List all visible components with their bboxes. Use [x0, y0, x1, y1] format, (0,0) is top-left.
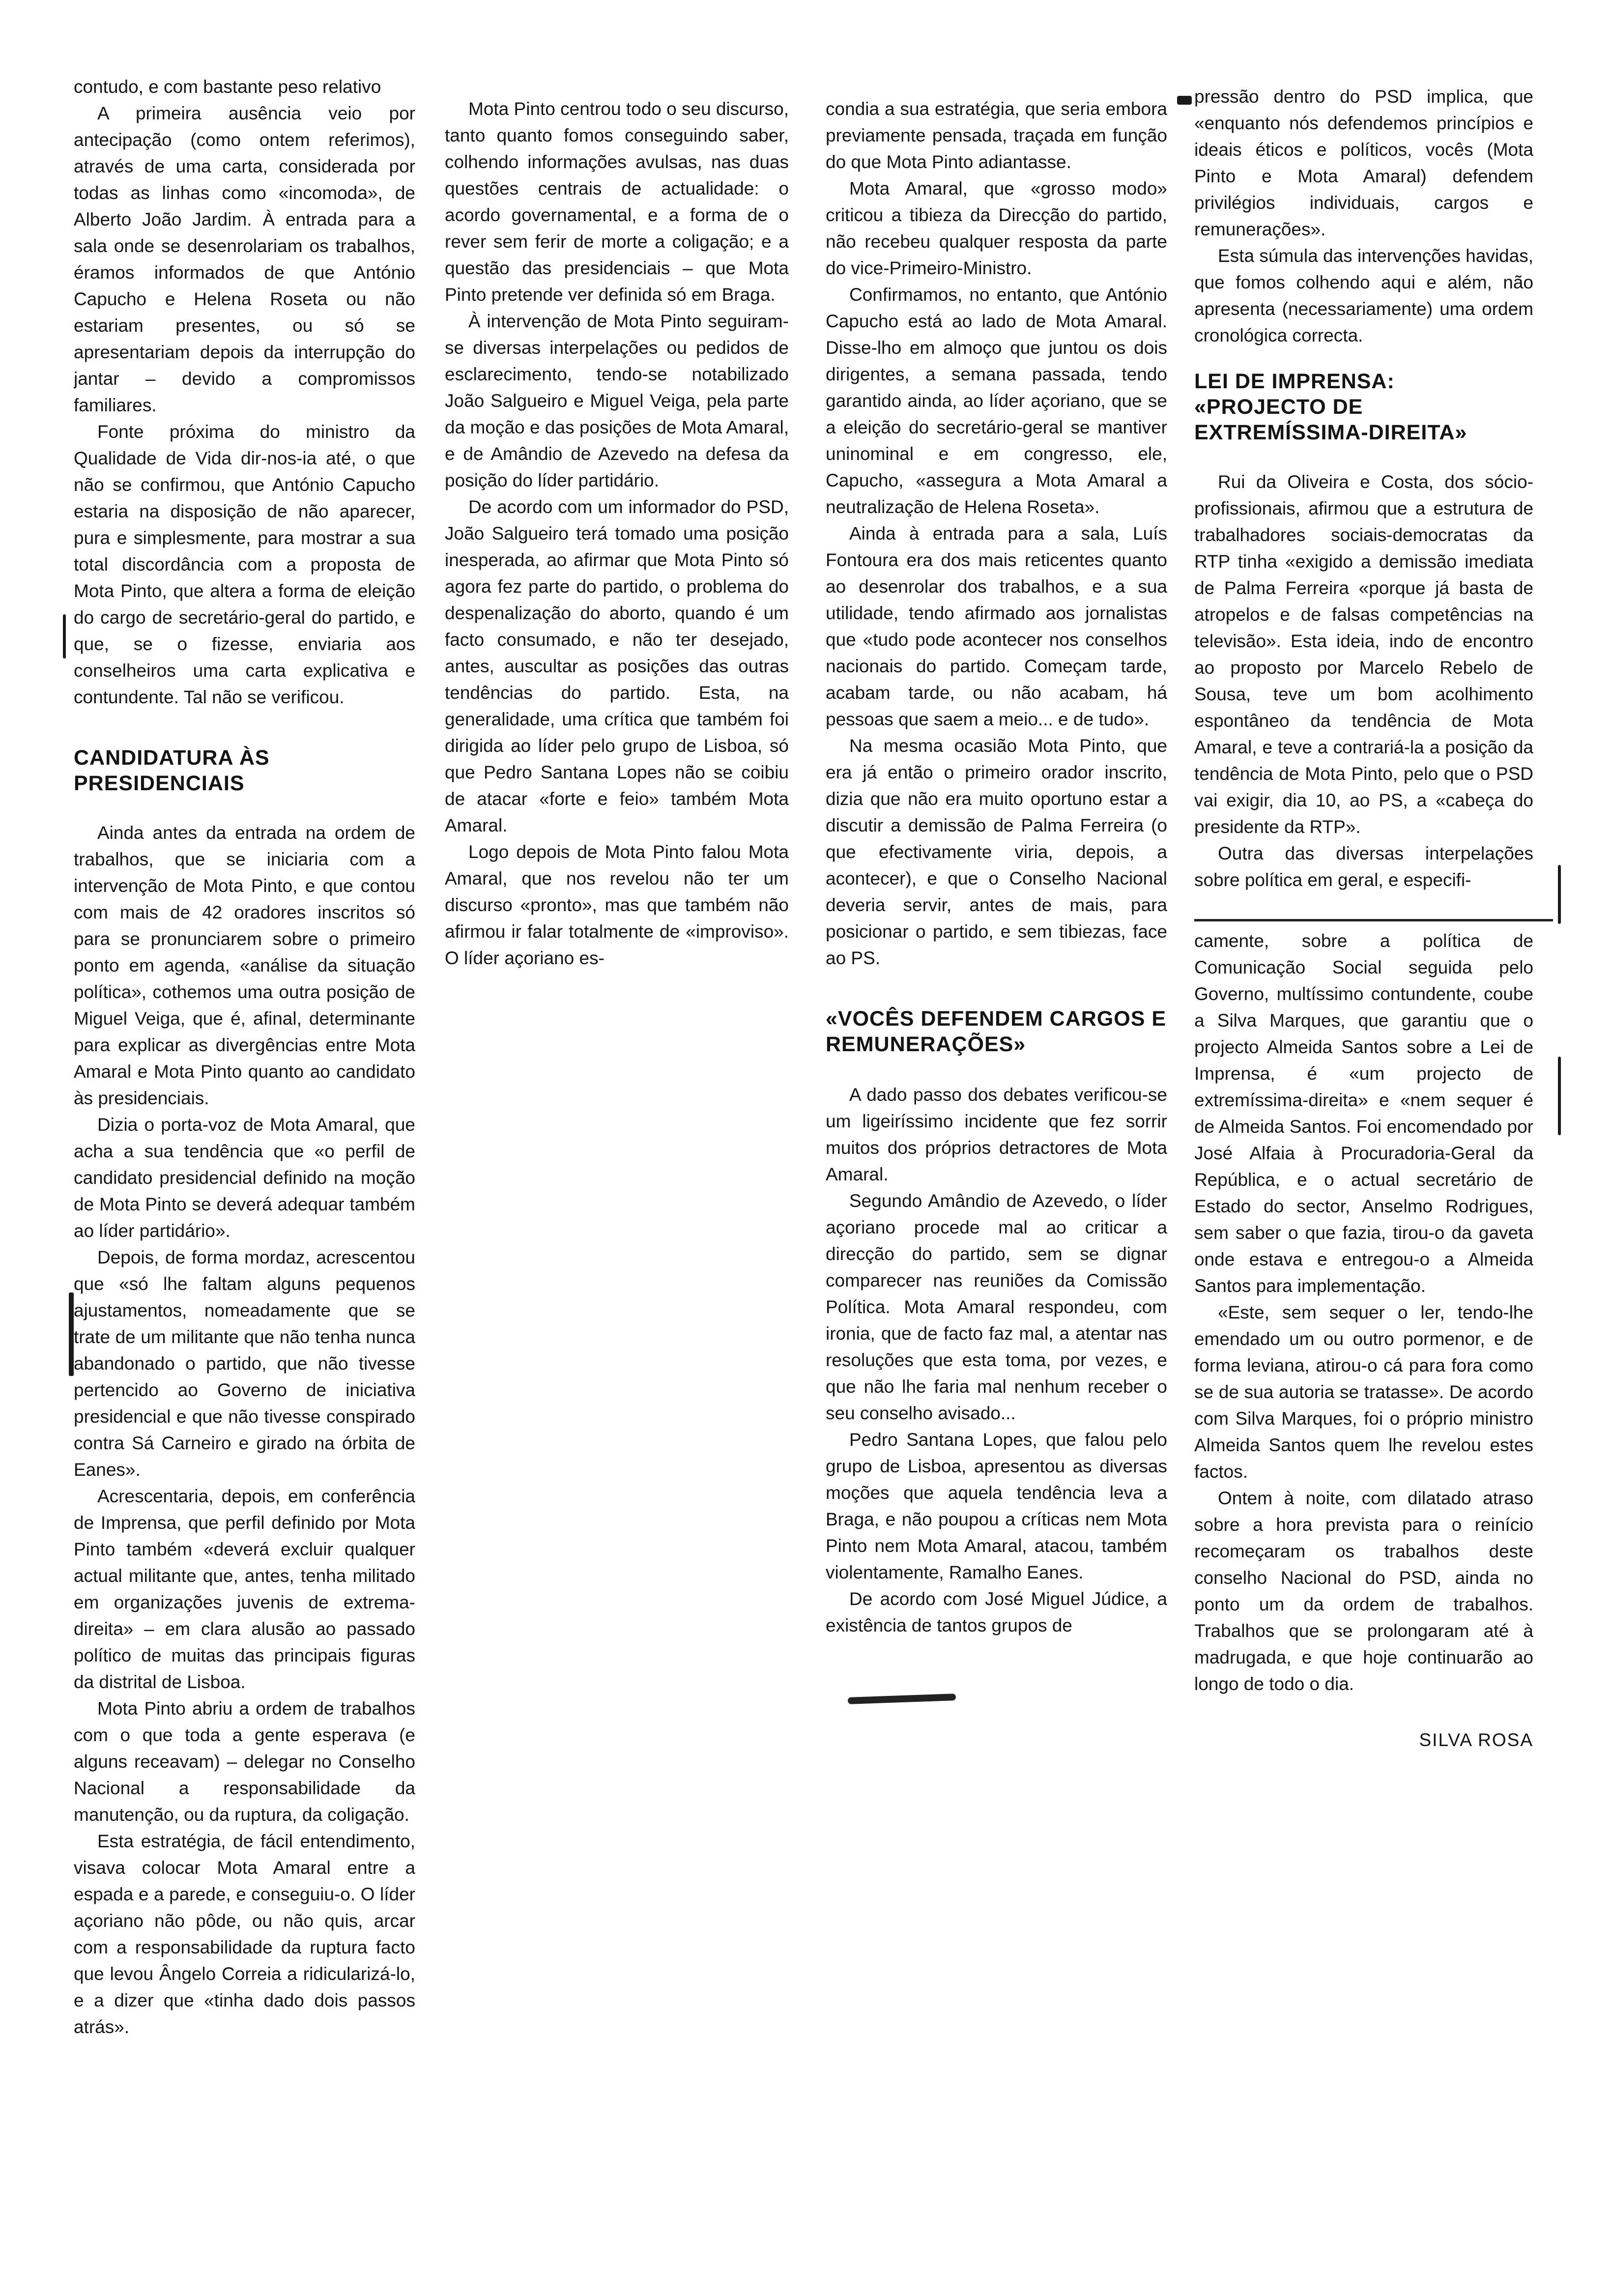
- paragraph: Mota Amaral, que «grosso modo» criticou a tibieza da Direcção do partido, não recebeu qualquer resposta da parte do vice-Primeiro-Ministro.: [826, 178, 1167, 278]
- section-heading: LEI DE IMPRENSA: «PROJECTO DE EXTREMÍSSIMA-DIREITA»: [1194, 370, 1468, 444]
- paragraph: De acordo com um informador do PSD, João Salgueiro terá tomado uma posição inesperada, ao afirmar que Mota Pinto só agora fez parte do partido, o problema do despenalização do aborto, quando é um facto consumado, e não ter desejado, antes, auscultar as posições das outras tendências do partido. Esta, na generalidade, uma crítica que também foi dirigida ao líder pelo grupo de Lisboa, só que Pedro Santana Lopes não se coibiu de atacar «forte e feio» também Mota Amaral.: [445, 497, 789, 835]
- scan-smudge-decoration: [1177, 96, 1192, 105]
- paragraph: Esta estratégia, de fácil entendimento, visava colocar Mota Amaral entre a espada e a parede, e conseguiu-o. O líder açoriano não pôde, ou não quis, arcar com a responsabilidade da ruptura facto que levou Ângelo Correia a ridicularizá-lo, e a dizer que «tinha dado dois passos atrás».: [74, 1831, 415, 2037]
- paragraph: Ainda à entrada para a sala, Luís Fontoura era dos mais reticentes quanto ao desenrolar dos trabalhos, e a sua utilidade, tendo afirmado aos jornalistas que «tudo pode acontecer nos conselhos nacionais do partido. Começam tarde, acabam tarde, ou não acabam, há pessoas que saem a meio... e de tudo».: [826, 523, 1167, 729]
- paragraph: A dado passo dos debates verificou-se um ligeiríssimo incidente que fez sorrir muitos dos próprios detractores de Mota Amaral.: [826, 1085, 1167, 1184]
- paragraph: Acrescentaria, depois, em conferência de Imprensa, que perfil definido por Mota Pinto também «deverá excluir qualquer actual militante que, antes, tenha militado em organizações juvenis de extrema-direita» – em clara alusão ao passado político de muitas das principais figuras da distrital de Lisboa.: [74, 1486, 415, 1692]
- paragraph: Ainda antes da entrada na ordem de trabalhos, que se iniciaria com a intervenção de Mota Pinto, e que contou com mais de 42 oradores inscritos só para se pronunciarem sobre o primeiro ponto em agenda, «análise da situação política», cothemos uma outra posição de Miguel Veiga, que é, afinal, determinante para explicar as divergências entre Mota Amaral e Mota Pinto quanto ao candidato às presidenciais.: [74, 823, 415, 1108]
- scan-stroke-decoration: [848, 1693, 956, 1704]
- scan-smudge-decoration: [1558, 1057, 1561, 1135]
- paragraph: À intervenção de Mota Pinto seguiram-se diversas interpelações ou pedidos de esclarecimento, tendo-se notabilizado João Salgueiro e Miguel Veiga, pela parte da moção e das posições de Mota Amaral, e de Amândio de Azevedo na defesa da posição do líder partidário.: [445, 311, 789, 490]
- paragraph: Dizia o porta-voz de Mota Amaral, que acha a sua tendência que «o perfil de candidato presidencial definido na moção de Mota Pinto se deverá adequar também ao líder partidário».: [74, 1115, 415, 1241]
- column-4: [1194, 84, 1533, 1779]
- section-heading: CANDIDATURA ÀS PRESIDENCIAIS: [74, 746, 270, 795]
- section-heading: «VOCÊS DEFENDEM CARGOS E REMUNERAÇÕES»: [826, 1007, 1166, 1056]
- paragraph: condia a sua estratégia, que seria embora previamente pensada, traçada em função do que Mota Pinto adiantasse.: [826, 99, 1167, 172]
- paragraph: camente, sobre a política de Comunicação Social seguida pelo Governo, multíssimo contundente, coube a Silva Marques, que garantiu que o projecto Almeida Santos sobre a Lei de Imprensa, é «um projecto de extremíssima-direita» e «nem sequer é de Almeida Santos. Foi encomendado por José Alfaia à Procuradoria-Geral da República, e o actual secretário de Estado do sector, Anselmo Rodrigues, sem saber o que fazia, tirou-o da gaveta onde estava e entregou-o a Almeida Santos para implementação.: [1194, 931, 1533, 1296]
- column-divider-rule: [1194, 919, 1553, 921]
- column-2: [445, 96, 789, 1000]
- paragraph: Ontem à noite, com dilatado atraso sobre a hora prevista para o reinício recomeçaram os trabalhos deste conselho Nacional do PSD, ainda no ponto um da ordem de trabalhos. Trabalhos que se prolongaram até à madrugada, e que hoje continuarão ao longo de todo o dia.: [1194, 1488, 1533, 1694]
- paragraph: Outra das diversas interpelações sobre política em geral, e especifi-: [1194, 843, 1533, 890]
- paragraph: Depois, de forma mordaz, acrescentou que «só lhe faltam alguns pequenos ajustamentos, nomeadamente que se trate de um militante que não tenha nunca abandonado o partido, que não tivesse pertencido ao Governo de iniciativa presidencial e que não tivesse conspirado contra Sá Carneiro e girado na órbita de Eanes».: [74, 1247, 415, 1480]
- column-1: [74, 74, 415, 2128]
- paragraph: Mota Pinto centrou todo o seu discurso, tanto quanto fomos conseguindo saber, colhendo informações avulsas, nas duas questões centrais de actualidade: o acordo governamental, e a forma de o rever sem ferir de morte a coligação; e a questão das presidenciais – que Mota Pinto pretende ver definida só em Braga.: [445, 99, 789, 305]
- column-3: [826, 96, 1167, 1668]
- paragraph: Logo depois de Mota Pinto falou Mota Amaral, que nos revelou não ter um discurso «pronto», mas que também não afirmou ir falar totalmente de «improviso». O líder açoriano es-: [445, 842, 789, 968]
- scan-smudge-decoration: [69, 1292, 74, 1376]
- author-signature: SILVA ROSA: [1419, 1730, 1533, 1750]
- paragraph: Pedro Santana Lopes, que falou pelo grupo de Lisboa, apresentou as diversas moções que aquela tendência leva a Braga, e não poupou a críticas nem Mota Pinto nem Mota Amaral, atacou, também violentamente, Ramalho Eanes.: [826, 1430, 1167, 1582]
- paragraph: Rui da Oliveira e Costa, dos sócio-profissionais, afirmou que a estrutura de trabalhadores sociais-democratas da RTP tinha «exigido a demissão imediata de Palma Ferreira «porque já basta de atropelos e de falsas competências na televisão». Esta ideia, indo de encontro ao proposto por Marcelo Rebelo de Sousa, teve um bom acolhimento espontâneo da tendência de Mota Amaral, e teve a contrariá-la a posição da tendência de Mota Pinto, pelo que o PSD vai exigir, dia 10, ao PS, a «cabeça do presidente da RTP».: [1194, 472, 1533, 837]
- paragraph: Na mesma ocasião Mota Pinto, que era já então o primeiro orador inscrito, dizia que não era muito oportuno estar a discutir a demissão de Palma Ferreira (o que efectivamente viria, depois, a acontecer), e que o Conselho Nacional deveria servir, antes de mais, para posicionar o partido, e sem tibiezas, face ao PS.: [826, 736, 1167, 968]
- paragraph: Segundo Amândio de Azevedo, o líder açoriano procede mal ao criticar a direcção do partido, sem se dignar comparecer nas reuniões da Comissão Política. Mota Amaral respondeu, com ironia, que de facto faz mal, a atentar nas resoluções que esta toma, por vezes, e que não lhe faria mal nenhum receber o seu conselho avisado...: [826, 1191, 1167, 1423]
- paragraph: A primeira ausência veio por antecipação (como ontem referimos), através de uma carta, considerada por todas as linhas como «incomoda», de Alberto João Jardim. À entrada para a sala onde se desenrolariam os trabalhos, éramos informados de que António Capucho e Helena Roseta ou não estariam presentes, ou só se apresentariam depois da interrupção do jantar – devido a compromissos familiares.: [74, 103, 415, 415]
- scan-smudge-decoration: [1558, 865, 1561, 924]
- paragraph: Esta súmula das intervenções havidas, que fomos colhendo aqui e além, não apresenta (necessariamente) uma ordem cronológica correcta.: [1194, 246, 1533, 345]
- scan-smudge-decoration: [63, 614, 66, 659]
- paragraph: contudo, e com bastante peso relativo: [74, 77, 381, 97]
- paragraph: De acordo com José Miguel Júdice, a existência de tantos grupos de: [826, 1589, 1167, 1636]
- paragraph: Mota Pinto abriu a ordem de trabalhos com o que toda a gente esperava (e alguns receavam) – delegar no Conselho Nacional a responsabilidade da manutenção, ou da ruptura, da coligação.: [74, 1698, 415, 1825]
- paragraph: Fonte próxima do ministro da Qualidade de Vida dir-nos-ia até, o que não se confirmou, que António Capucho estaria na disposição de não aparecer, pura e simplesmente, para mostrar a sua total discordância com a proposta de Mota Pinto, que altera a forma de eleição do cargo de secretário-geral do partido, e que, se o fizesse, enviaria aos conselheiros uma carta explicativa e contundente. Tal não se verificou.: [74, 422, 415, 707]
- paragraph: pressão dentro do PSD implica, que «enquanto nós defendemos princípios e ideais éticos e políticos, vocês (Mota Pinto e Mota Amaral) defendem privilégios individuais, cargos e remunerações».: [1194, 86, 1533, 239]
- paragraph: «Este, sem sequer o ler, tendo-lhe emendado um ou outro pormenor, e de forma leviana, atirou-o cá para fora como se de sua autoria se tratasse». De acordo com Silva Marques, foi o próprio ministro Almeida Santos quem lhe revelou estes factos.: [1194, 1302, 1533, 1482]
- paragraph: Confirmamos, no entanto, que António Capucho está ao lado de Mota Amaral. Disse-lho em almoço que juntou os dois dirigentes, a semana passada, tendo garantido ainda, ao líder açoriano, que se a eleição do secretário-geral se mantiver uninominal e em congresso, ele, Capucho, «assegura a Mota Amaral a neutralização de Helena Roseta».: [826, 285, 1167, 517]
